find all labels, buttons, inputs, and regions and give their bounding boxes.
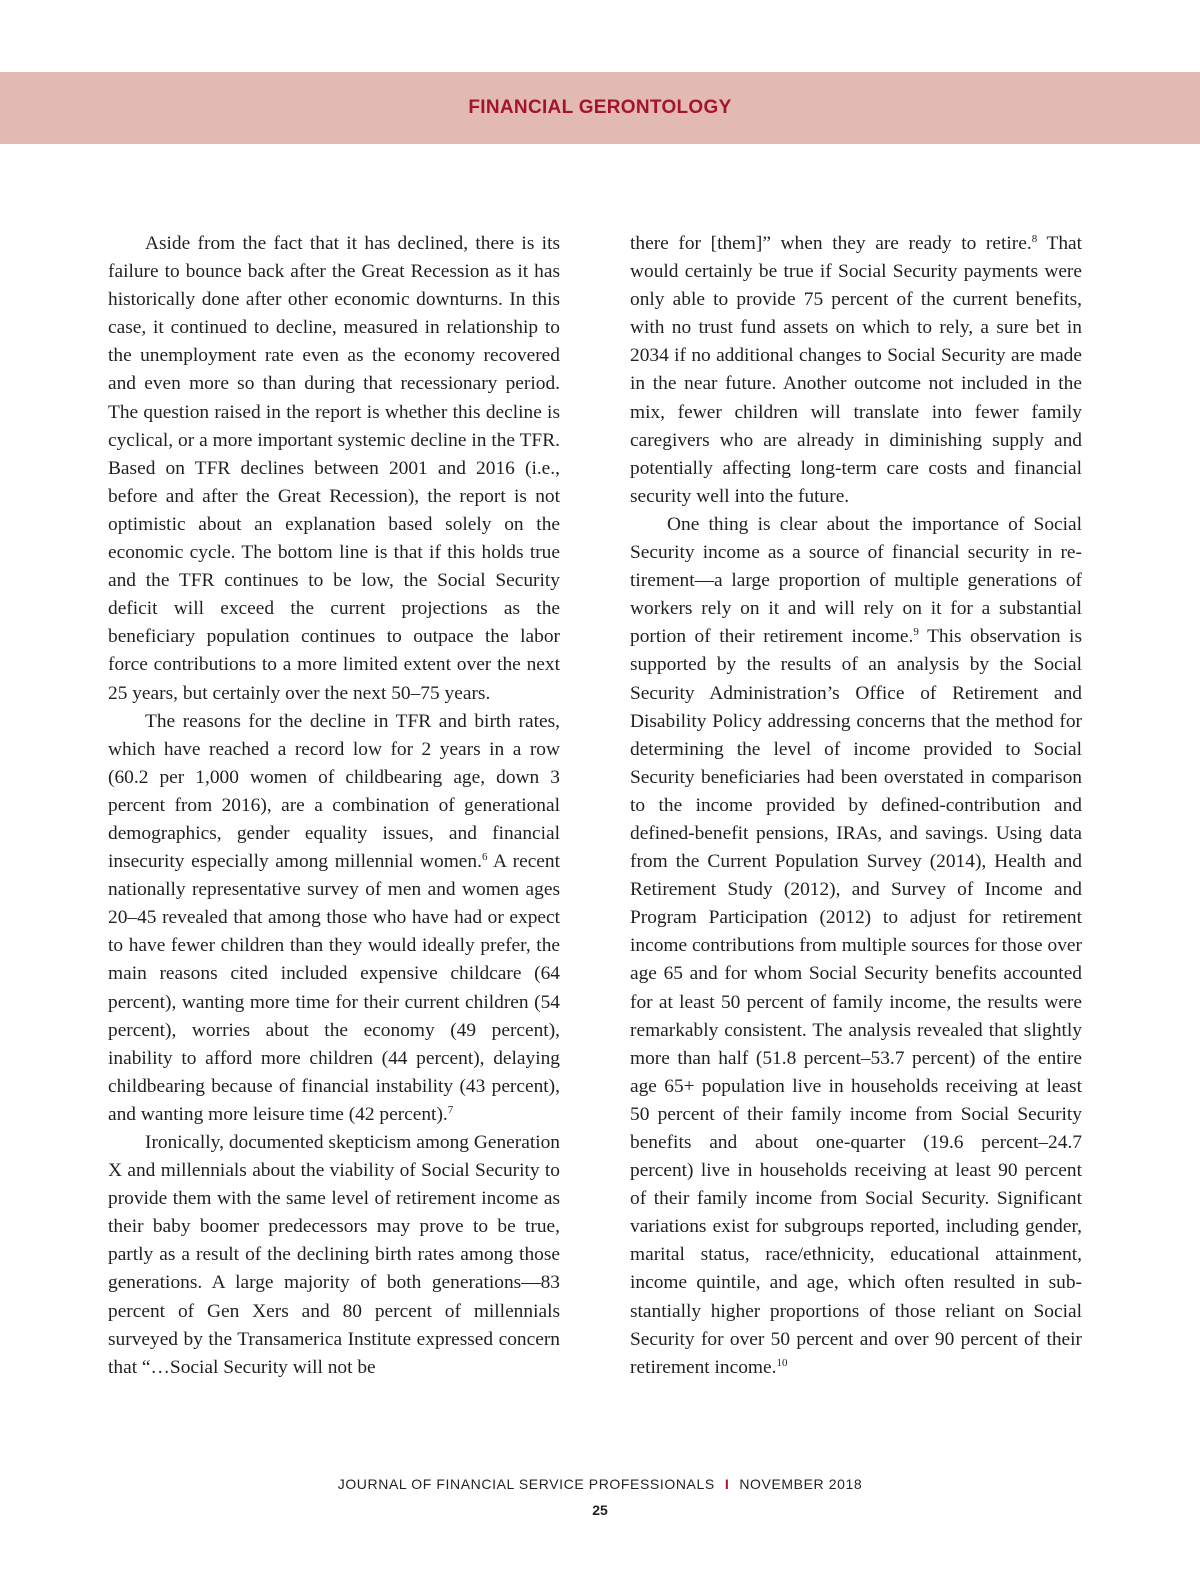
footnote-ref: 6 — [481, 851, 488, 864]
right-column — [630, 230, 1082, 1382]
section-title: FINANCIAL GERONTOLOGY — [468, 97, 732, 118]
paragraph: Aside from the fact that it has declined, there is its failure to bounce back after the Great Recession as it has historically done after other economic downturns. In this case, it continued to decline, measured in relationship to the unemployment rate even as the economy recovered and even more so than during that recessionary period. The question raised in the report is whether this decline is cyclical, or a more important systemic decline in the TFR. Based on TFR declines between 2001 and 2016 (i.e., before and after the Great Recession), the report is not optimistic about an explanation based solely on the economic cycle. The bottom line is that if this holds true and the TFR continues to be low, the Social Security deficit will exceed the current projections as the beneficiary population continues to outpace the labor force contributions to a more limited extent over the next 25 years, but certainly over the next 50–75 years. — [108, 233, 560, 704]
journal-name: JOURNAL OF FINANCIAL SERVICE PROFESSIONALS — [337, 1476, 715, 1492]
footer-separator: I — [724, 1476, 730, 1492]
footnote-ref: 10 — [776, 1356, 788, 1369]
footnote-ref: 7 — [447, 1103, 454, 1116]
paragraph: One thing is clear about the importance of Social Security income as a source of financial security in retirement—a large proportion of multiple generations of workers rely on it and will rely on it for a substantial portion of their retirement income.$^9$ This observation is supported by the results of an analysis by the Social Security Administration’s Office of Retirement and Disability Policy addressing concerns that the method for determining the level of income provided to Social Security beneficiaries had been overstated in comparison to the income provided by defined-contribution and defined-benefit pensions, IRAs, and savings. Using data from the Current Population Survey (2014), Health and Retirement Study (2012), and Survey of Income and Program Participation (2012) to adjust for retirement income contributions from multiple sources for those over age 65 and for whom Social Security benefits accounted for at least 50 percent of family income, the results were remarkably consistent. The analysis revealed that slightly more than half (51.8 percent–53.7 percent) of the entire age 65+ population live in households receiving at least 50 percent of their family income from Social Security benefits and about one-quarter (19.6 percent–24.7 percent) live in households receiving at least 90 percent of their family income from Social Security. Significant variations exist for subgroups reported, including gender, marital status, race/ethnicity, educational attainment, income quintile, and age, which often resulted in substantially higher proportions of those reliant on Social Security for over 50 percent and over 90 percent of their retirement income.$^{10}$ — [630, 513, 1082, 1378]
footnote-ref: 8 — [1031, 233, 1038, 245]
left-column — [108, 230, 560, 1382]
paragraph: Ironically, documented skepticism among Generation X and millennials about the viability of Social Security to provide them with the same level of retirement income as their baby boomer predecessors may prove to be true, partly as a result of the declining birth rates among those generations. A large majority of both generations—83 percent of Gen Xers and 80 percent of millennials surveyed by the Transamerica Institute expressed concern that “…Social Security will not be — [108, 1132, 560, 1378]
section-header-band — [0, 72, 1200, 144]
footnote-ref: 9 — [913, 626, 919, 639]
paragraph: The reasons for the decline in TFR and birth rates, which have reached a record low for 2 years in a row (60.2 per 1,000 women of childbearing age, down 3 percent from 2016), are a combination of generational demographics, gender equality issues, and financial insecurity especially among millennial women.$^6$ A recent nationally representative survey of men and women ages 20–45 revealed that among those who have had or expect to have fewer children than they would ideally prefer, the main reasons cited included expensive childcare (64 percent), wanting more time for their current children (54 percent), worries about the economy (49 percent), inability to afford more children (44 percent), delaying childbearing because of financial instability (43 percent), and wanting more leisure time (42 percent).$^7$ — [108, 710, 560, 1125]
page-number: 25 — [592, 1502, 608, 1518]
footer-journal-line — [0, 1476, 1200, 1492]
issue-date: NOVEMBER 2018 — [739, 1476, 863, 1492]
paragraph: there for [them]” when they are ready to retire.$^8$ That would certainly be true if Social Security payments were only able to provide 75 percent of the current benefits, with no trust fund assets on which to rely, a sure bet in 2034 if no additional changes to Social Security are made in the near future. Another outcome not included in the mix, fewer children will translate into fewer family caregivers who are already in diminishing supply and potentially affecting long-term care costs and financial security well into the future. — [630, 233, 1083, 507]
